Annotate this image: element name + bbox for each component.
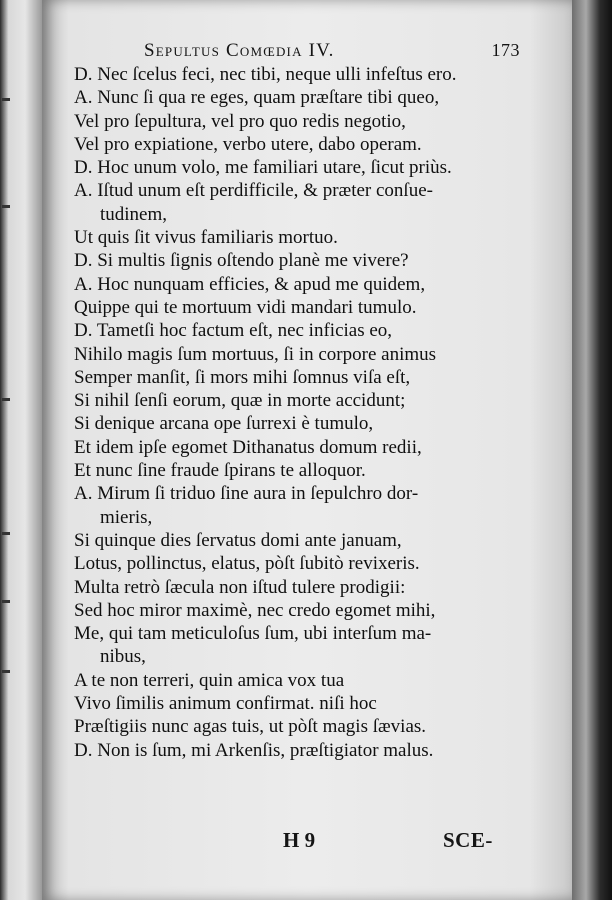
signature-mark: H 9 <box>283 828 316 852</box>
text-line: Nihilo magis ſum mortuus, ſi in corpore animus <box>74 343 437 365</box>
text-line: Et nunc ſine fraude ſpirans te alloquor. <box>74 460 366 482</box>
text-line: Quippe qui te mortuum vidi mandari tumulo. <box>74 296 417 318</box>
text-line: D. Nec ſcelus feci, nec tibi, neque ulli infeſtus ero. <box>74 64 457 85</box>
text-line: A te non terreri, quin amica vox tua <box>74 669 345 691</box>
text-line: D. Non is ſum, mi Arkenſis, præſtigiator malus. <box>74 739 434 761</box>
running-head <box>100 40 520 64</box>
facing-page-mark <box>2 98 10 101</box>
text-line: A. Hoc nunquam efficies, & apud me quidem, <box>74 273 426 295</box>
text-line: Sed hoc miror maximè, nec credo egomet mihi, <box>74 599 436 621</box>
catchword: SCE- <box>443 828 493 852</box>
text-line: Ut quis ſit vivus familiaris mortuo. <box>74 227 338 249</box>
running-title: Sepultus Comœdia IV. <box>144 40 335 61</box>
facing-page-edge <box>0 0 42 900</box>
text-line: Lotus, pollinctus, elatus, pòſt ſubitò revixeris. <box>74 553 420 575</box>
text-line: Semper manſit, ſi mors mihi ſomnus viſa eſt, <box>74 366 411 388</box>
text-line: Multa retrò ſæcula non iſtud tulere prodigii: <box>74 576 406 598</box>
facing-page-mark <box>2 670 10 673</box>
facing-page-mark <box>2 532 10 535</box>
text-line: Me, qui tam meticuloſus ſum, ubi interſum ma- <box>74 623 432 645</box>
text-line: Si nihil ſenſi eorum, quæ in morte accidunt; <box>74 390 406 412</box>
text-line: Et idem ipſe egomet Dithanatus domum redii, <box>74 436 422 458</box>
facing-page-mark <box>2 600 10 603</box>
text-line: mieris, <box>100 506 153 528</box>
text-line: Vel pro ſepultura, vel pro quo redis negotio, <box>74 110 406 132</box>
text-line: A. Iſtud unum eſt perdifficile, & præter conſue- <box>74 180 433 202</box>
facing-page-mark <box>2 205 10 208</box>
facing-page-mark <box>2 398 10 401</box>
text-line: D. Hoc unum volo, me familiari utare, ſicut priùs. <box>74 157 452 179</box>
book-binding-edge <box>572 0 612 900</box>
text-line: nibus, <box>100 646 146 668</box>
text-line: Vel pro expiatione, verbo utere, dabo operam. <box>74 133 422 155</box>
page-number: 173 <box>491 40 520 60</box>
text-line: Vivo ſimilis animum confirmat. niſi hoc <box>74 693 377 715</box>
text-line: D. Si multis ſignis oſtendo planè me vivere? <box>74 250 409 272</box>
text-line: Si quinque dies ſervatus domi ante januam, <box>74 529 402 551</box>
text-line: Si denique arcana ope ſurrexi è tumulo, <box>74 413 374 435</box>
text-block <box>74 63 514 762</box>
text-line: D. Tametſi hoc factum eſt, nec inficias eo, <box>74 320 393 342</box>
text-line: A. Nunc ſi qua re eges, quam præſtare tibi queo, <box>74 87 440 109</box>
text-line: tudinem, <box>100 203 168 225</box>
text-line: A. Mirum ſi triduo ſine aura in ſepulchro dor- <box>74 483 419 505</box>
text-line: Præſtigiis nunc agas tuis, ut pòſt magis ſævias. <box>74 716 427 738</box>
